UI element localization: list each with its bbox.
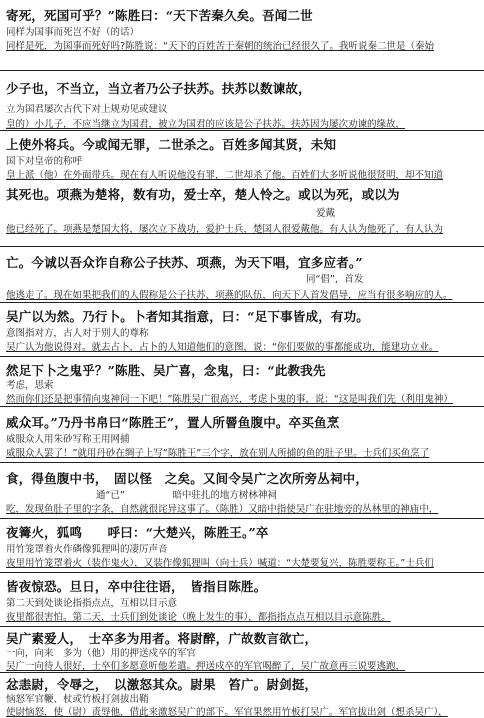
classical-text-line: 少子也，不当立，当立者乃公子扶苏。扶苏以数谏故， [6,81,311,96]
passage-section-4 [0,246,484,303]
passage-section-5 [0,302,484,357]
gloss-line: 同样为国事而死岂不好（的话） [6,27,140,38]
gloss-line: 立为国君屡次古代下对上规劝见或建议 [6,104,168,115]
gloss-line: 意图指对方，古人对于别人的尊称 [6,328,149,339]
translation-line: 然而你们还是把事情向鬼神问一下吧！”陈胜吴广很高兴，考虑卜鬼的事，说：“这是叫我们先（利用鬼神） [6,394,453,405]
passage-section-11 [0,626,484,673]
passage-section-3 [0,130,484,247]
passage-section-12 [0,672,484,718]
passage-section-8 [0,462,484,519]
classical-text-line: 皆夜惊恐。旦日，卒中往往语， 皆指目陈胜。 [6,579,267,594]
translation-line: 使尉恼怒，使（尉）责辱他，借此来激怒吴广的部下。军官果然用竹板打吴广。军官拔出剑（想杀吴广）， [6,707,448,718]
gloss-line: 一向，向来 多为（他）用的押送戍卒的军官 [6,648,197,659]
classical-text-line: 上使外将兵。今或闻无罪，二世杀之。百姓多闻其贤，未知 [6,137,337,152]
translation-line: 他逃走了。现在如果把我们的人假称是公子扶苏、项燕的队伍，向天下人首发倡导，应当有很多响应的人。 [6,290,453,301]
classical-text-line: 吴广素爱人， 士卒多为用者。将尉醉，广故数言欲亡， [6,631,318,646]
translation-line: 吃，发现鱼肚子里的字条，自然就很诧异这事了。（陈胜）又暗中指使吴广在驻地旁的丛林里的神庙中， [6,504,439,515]
translation-line: 夜里都很害怕。第二天，士兵们到处谈论（晚上发生的事），都指指点点互相以目示意陈胜。 [6,612,391,623]
passage-section-1 [0,0,484,58]
classical-text-line: 其死也。项燕为楚将，数有功，爱士卒，楚人怜之。或以为死，或以为 [6,187,400,202]
classical-text-line: 寄死，死国可乎？”陈胜曰：“天下苦秦久矣。吾闻二世 [6,8,313,23]
classical-text-line: 吴广以为然。乃行卜。卜者知其指意，曰：“足下事皆成，有功。 [6,309,369,324]
gloss-line: 考虑，思索 [6,380,54,391]
classical-text-line: 食，得鱼腹中书， 固以怪 之矣。又间令吴广之次所旁丛祠中， [6,471,369,486]
translation-line: 吴广认为他说得对。就去占卜，占卜的人知道他们的意图，说：“你们要做的事都能成功，能建功立业。 [6,342,439,353]
passage-section-10 [0,572,484,627]
gloss-line: 第二天到处谈论指指点点，互相以目示意 [6,598,178,609]
gloss-line: 同“倡”，首发 [306,274,364,285]
gloss-line: 通“已” 暗中驻扎的地方树林神祠 [96,490,277,501]
gloss-line: 用竹笼罩着火作磷像狐狸叫的凄厉声音 [6,544,168,555]
translation-line: 他已经死了。项燕是楚国大将，屡次立下战功，爱护士兵，楚国人很爱戴他。有人认为他死了，有人认为 [6,224,444,235]
classical-text-line: 亡。今诚以吾众诈自称公子扶苏、项燕，为天下唱，宜多应者。” [6,255,363,270]
gloss-line: 威服众人用朱砂写称王用网捕 [6,434,130,445]
passage-section-2 [0,70,484,131]
classical-text-line: 夜篝火，狐鸣 呼曰：“大楚兴，陈胜王。”卒 [6,525,269,540]
translation-line: 皇上派（他）在外面带兵。现在有人听说他没有罪，二世却杀了他。百姓们大多听说他很贤明，却不知道 [6,170,444,181]
translation-line: 吴广一向待人很好，士卒们多愿意听他差遣。押送戍卒的军官喝醉了，吴广故意再三说要逃跑， [6,661,406,672]
classical-text-line: 忿恚尉，令辱之， 以激怒其众。尉果 笞广。尉剑挺， [6,677,318,692]
translation-line: 同样是死，为国事而死好吗?陈胜说：“天下的百姓苦于秦朝的统治已经很久了。我听说秦二世是（秦始 [6,41,434,52]
translation-line: 皇的）小儿子，不应当继立为国君，被立为国君的应该是公子扶苏。扶苏因为屡次劝谏的缘故， [6,119,406,130]
classical-text-line: 威众耳。”乃丹书帛曰“陈胜王”，置人所罾鱼腹中。卒买鱼烹 [6,415,340,430]
translation-line: 威服众人罢了！”就用丹砂在绸子上写“陈胜王”三个字，放在别人所捕的鱼的肚子里。士兵们买鱼烹了 [6,448,430,459]
gloss-line: 恼怒军官鞭、杖或竹板打剑拔出鞘 [6,694,149,705]
passage-section-6 [0,356,484,407]
gloss-line: 爱戴 [316,208,336,219]
passage-section-9 [0,518,484,573]
classical-text-line: 然足下卜之鬼乎？”陈胜、吴广喜，念鬼，曰：“此教我先 [6,363,326,378]
passage-section-7 [0,406,484,463]
translation-line: 夜里用竹笼罩着火（装作鬼火），又装作像狐狸叫（向士兵）喊道：“大楚要复兴，陈胜要称王。”士兵们 [6,558,434,569]
gloss-line: 国下对皇帝的称呼 [6,156,83,167]
